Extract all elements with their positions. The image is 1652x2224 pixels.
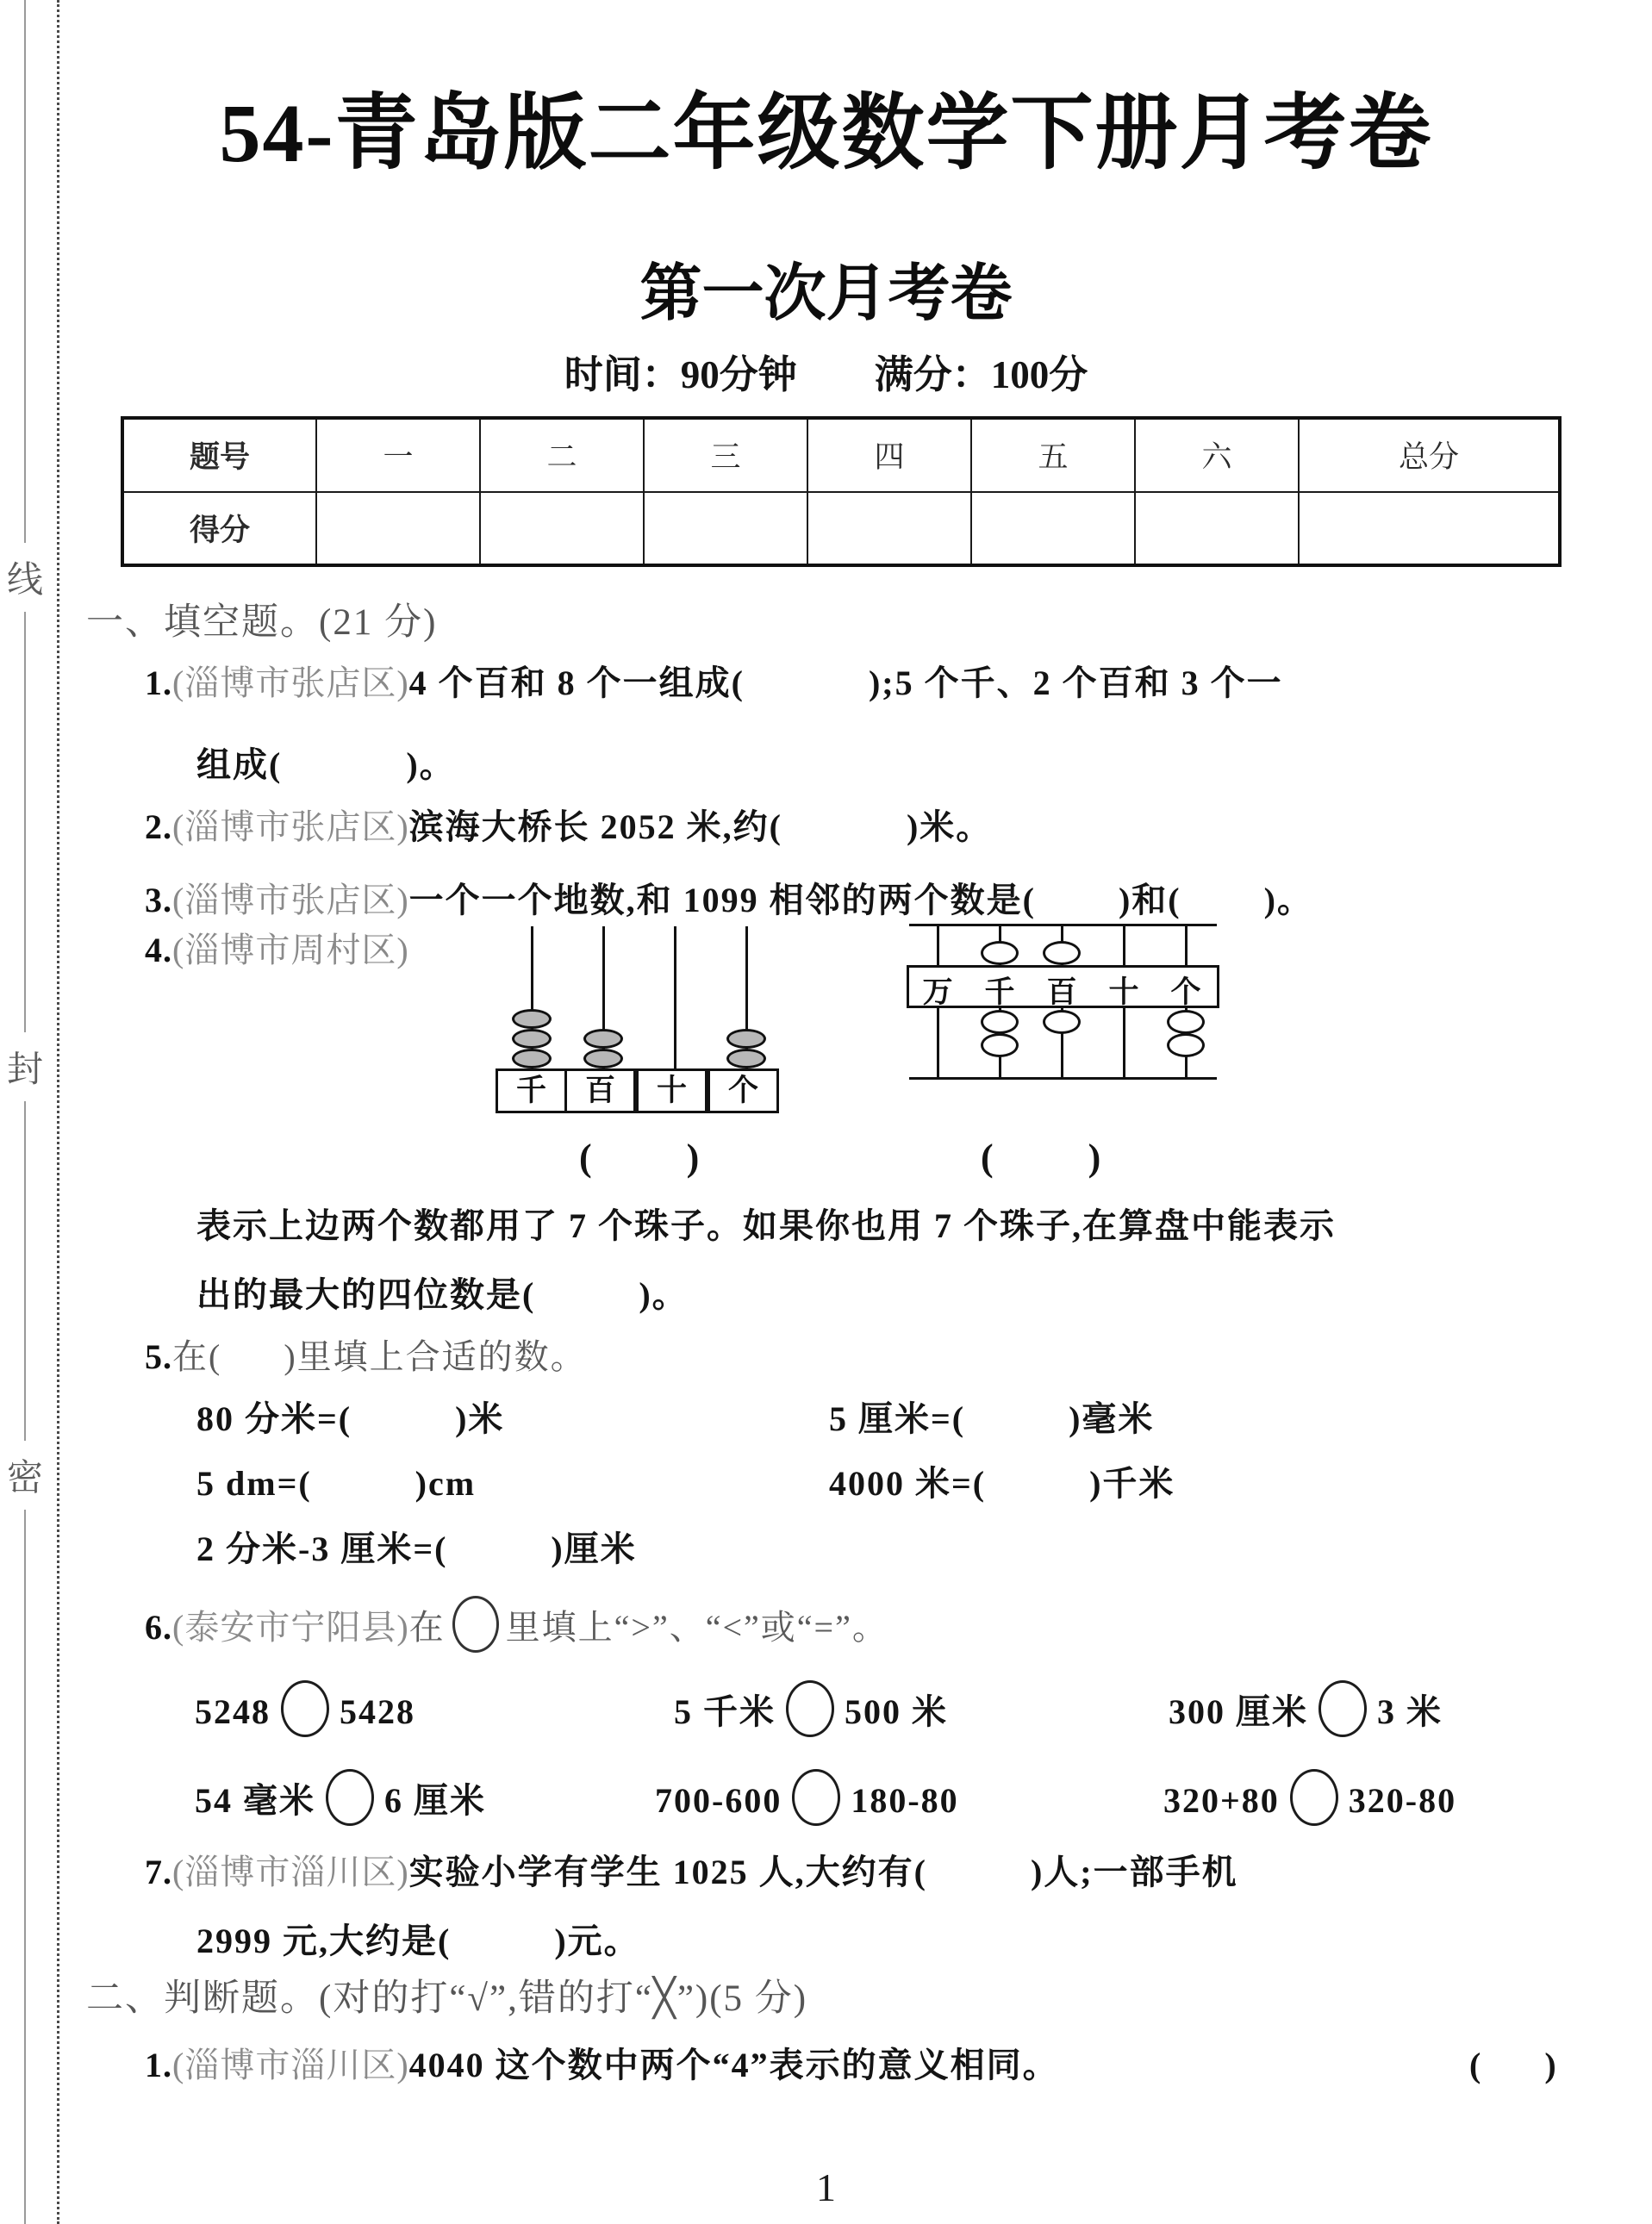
- score-header-cell: 五: [971, 418, 1135, 492]
- abacus-bottom-rail: [909, 1077, 1217, 1080]
- place-value-label-box: 个: [708, 1068, 779, 1113]
- section-2-question-1: [145, 2044, 1059, 2087]
- score-cell: [644, 492, 807, 566]
- abacus-answer-blank: ( ): [981, 1137, 1101, 1179]
- question-1: [145, 662, 1283, 705]
- abacus-lower-bead: [981, 1010, 1019, 1034]
- question-4-text2: 出的最大的四位数是( )。: [196, 1275, 689, 1314]
- counter-bead: [512, 1029, 552, 1049]
- comparison-circle-icon: [1318, 1680, 1367, 1737]
- abacus-place-label: 万: [922, 975, 953, 1009]
- question-7-line2: 2999 元,大约是( )元。: [196, 1922, 640, 1960]
- score-table-score-row: [122, 492, 1560, 566]
- question-7: [145, 1851, 1238, 1894]
- question-4-text1: 表示上边两个数都用了 7 个珠子。如果你也用 7 个珠子,在算盘中能表示: [196, 1206, 1336, 1245]
- question-7-text: 实验小学有学生 1025 人,大约有( )人;一部手机: [408, 1853, 1238, 1891]
- question-2-text: 滨海大桥长 2052 米,约( )米。: [408, 807, 993, 846]
- comparison-circle-icon: [452, 1596, 499, 1653]
- question-4-number: 4.: [145, 931, 172, 969]
- abacus-upper-bead: [1043, 941, 1081, 965]
- seal-margin-dotted-line: [57, 0, 59, 2224]
- score-header-cell: 题号: [122, 418, 316, 492]
- comparison-circle-icon: [1290, 1769, 1338, 1826]
- comparison-circle-icon: [786, 1680, 834, 1737]
- score-cell: [316, 492, 480, 566]
- question-7-number: 7.: [145, 1853, 172, 1891]
- question-3-number: 3.: [145, 881, 172, 919]
- place-value-label-box: 百: [564, 1068, 636, 1113]
- question-7-source: (淄博市淄川区): [172, 1853, 409, 1891]
- section-2-question-1-text: 4040 这个数中两个“4”表示的意义相同。: [408, 2046, 1059, 2084]
- seal-margin-solid-line: [24, 0, 26, 2224]
- place-value-counter-diagram: [496, 926, 783, 1124]
- abacus-lower-bead: [981, 1033, 1019, 1057]
- question-3-source: (淄博市张店区): [172, 881, 409, 919]
- score-header-cell: 四: [807, 418, 971, 492]
- score-table-header-row: [122, 418, 1560, 492]
- score-cell: [971, 492, 1135, 566]
- abacus-lower-bead: [1043, 1010, 1081, 1034]
- counter-bead: [726, 1029, 766, 1049]
- abacus-place-label: 百: [1046, 975, 1077, 1009]
- comparison-item: 320+80 320-80: [1163, 1769, 1456, 1826]
- question-1-line2: 组成( )。: [196, 745, 456, 784]
- question-4: [145, 929, 409, 972]
- place-value-label-box: 十: [636, 1068, 708, 1113]
- page-number: 1: [816, 2165, 836, 2209]
- score-cell: [1299, 492, 1560, 566]
- counter-bead: [512, 1009, 552, 1029]
- question-1-text: 4 个百和 8 个一组成( );5 个千、2 个百和 3 个一: [408, 663, 1283, 702]
- counter-answer-blank: ( ): [579, 1137, 700, 1179]
- score-header-cell: 三: [644, 418, 807, 492]
- abacus-place-label: 个: [1170, 975, 1201, 1009]
- conversion-item: 5 厘米=( )毫米: [829, 1399, 1155, 1438]
- comparison-item: 700-600 180-80: [655, 1769, 959, 1826]
- score-table: [121, 416, 1562, 567]
- question-1-source: (淄博市张店区): [172, 663, 409, 702]
- section-2-heading: 二、判断题。(对的打“√”,错的打“╳”)(5 分): [86, 1978, 808, 2019]
- question-5-number: 5.: [145, 1337, 172, 1376]
- comparison-circle-icon: [326, 1769, 374, 1826]
- section-1-heading: 一、填空题。(21 分): [86, 602, 438, 643]
- comparison-item: 5248 5428: [195, 1680, 415, 1737]
- score-cell: [807, 492, 971, 566]
- counter-bead: [726, 1049, 766, 1068]
- question-6-number: 6.: [145, 1608, 172, 1647]
- question-1-number: 1.: [145, 663, 172, 702]
- question-5: [145, 1336, 587, 1379]
- question-5-text: 在( )里填上合适的数。: [172, 1337, 587, 1376]
- abacus-lower-bead: [1167, 1010, 1205, 1034]
- conversion-item: 2 分米-3 厘米=( )厘米: [196, 1529, 637, 1568]
- section-2-question-1-number: 1.: [145, 2046, 172, 2084]
- score-row-label: 得分: [122, 492, 316, 566]
- seal-char-xian: 线: [4, 543, 46, 612]
- question-2: [145, 806, 992, 849]
- comparison-item: 5 千米 500 米: [674, 1680, 948, 1737]
- score-header-cell: 一: [316, 418, 480, 492]
- question-4-source: (淄博市周村区): [172, 931, 409, 969]
- comparison-item: 300 厘米 3 米: [1169, 1680, 1443, 1737]
- score-cell: [1135, 492, 1299, 566]
- counter-bead: [512, 1049, 552, 1068]
- counter-rod: [674, 926, 676, 1068]
- page-subtitle: 第一次月考卷: [639, 259, 1013, 328]
- abacus-diagram: [909, 924, 1217, 1083]
- conversion-item: 4000 米=( )千米: [829, 1464, 1175, 1503]
- seal-char-feng: 封: [4, 1032, 46, 1101]
- abacus-upper-bead: [981, 941, 1019, 965]
- seal-char-mi: 密: [4, 1441, 46, 1510]
- place-value-label-box: 千: [496, 1068, 567, 1113]
- question-6: 6.(泰安市宁阳县)在 里填上“>”、“<”或“=”。: [145, 1596, 888, 1653]
- question-2-number: 2.: [145, 807, 172, 846]
- score-header-cell: 六: [1135, 418, 1299, 492]
- comparison-item: 54 毫米 6 厘米: [195, 1769, 486, 1826]
- comparison-circle-icon: [792, 1769, 840, 1826]
- abacus-place-label: 千: [984, 975, 1015, 1009]
- counter-bead: [583, 1049, 623, 1068]
- conversion-item: 80 分米=( )米: [196, 1399, 505, 1438]
- abacus-place-label: 十: [1108, 975, 1139, 1009]
- question-2-source: (淄博市张店区): [172, 807, 409, 846]
- page-title: 54-青岛版二年级数学下册月考卷: [219, 87, 1433, 179]
- score-cell: [480, 492, 644, 566]
- question-3-text: 一个一个地数,和 1099 相邻的两个数是( )和( )。: [408, 881, 1313, 919]
- counter-bead: [583, 1029, 623, 1049]
- abacus-lower-bead: [1167, 1033, 1205, 1057]
- conversion-item: 5 dm=( )cm: [196, 1464, 477, 1503]
- score-header-cell: 二: [480, 418, 644, 492]
- question-3: [145, 879, 1313, 922]
- comparison-circle-icon: [281, 1680, 329, 1737]
- question-6-source: (泰安市宁阳县): [172, 1608, 409, 1647]
- section-2-question-1-source: (淄博市淄川区): [172, 2046, 409, 2084]
- score-header-cell: 总分: [1299, 418, 1560, 492]
- exam-info: 时间：90分钟 满分：100分: [564, 353, 1088, 396]
- judgement-answer-blank: ( ): [1469, 2046, 1558, 2084]
